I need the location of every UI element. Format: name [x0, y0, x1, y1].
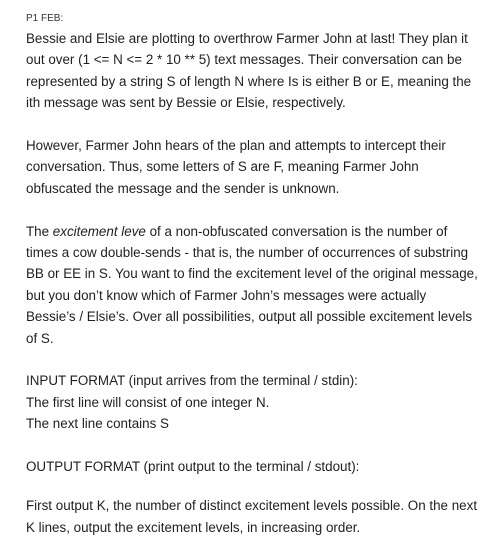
excitement-term: excitement leve	[52, 223, 146, 239]
input-format-line-2: The next line contains S	[26, 416, 169, 432]
spacer	[26, 349, 478, 370]
excitement-prefix: The	[26, 223, 53, 239]
problem-label: P1 FEB:	[26, 13, 64, 24]
document-body	[26, 12, 478, 538]
spacer	[26, 477, 478, 495]
output-format-title: OUTPUT FORMAT (print output to the terminal / stdout):	[26, 459, 360, 475]
spacer	[26, 114, 478, 135]
output-format-text: First output K, the number of distinct excitement levels possible. On the next K lines, output the excitement levels, in increasing order.	[26, 498, 478, 535]
input-format-title: INPUT FORMAT (input arrives from the terminal / stdin):	[26, 373, 358, 389]
excitement-paragraph	[26, 221, 478, 349]
spacer	[26, 199, 478, 220]
obfuscation-paragraph: However, Farmer John hears of the plan and attempts to intercept their conversation. Thus, some letters of S are F, meaning Farmer John obfuscated the message and the sender is unknown.	[26, 138, 446, 196]
intro-paragraph: Bessie and Elsie are plotting to overthrow Farmer John at last! They plan it out over (1 <= N <= 2 * 10 ** 5) text messages. Their conversation can be represented by a string S of length N where Is is either B or E, meaning the ith message was sent by Bessie or Elsie, respectively.	[26, 31, 472, 111]
input-format-line-1: The first line will consist of one integer N.	[26, 394, 270, 410]
excitement-body: of a non-obfuscated conversation is the number of times a cow double-sends - that is, the number of occurrences of substring BB or EE in S. You want to find the excitement level of the original message, but you don’t know which of Farmer John’s messages were actually Bessie’s / Elsie’s. Over all possibilities, output all possible excitement levels of S.	[26, 223, 478, 346]
spacer	[26, 435, 478, 456]
